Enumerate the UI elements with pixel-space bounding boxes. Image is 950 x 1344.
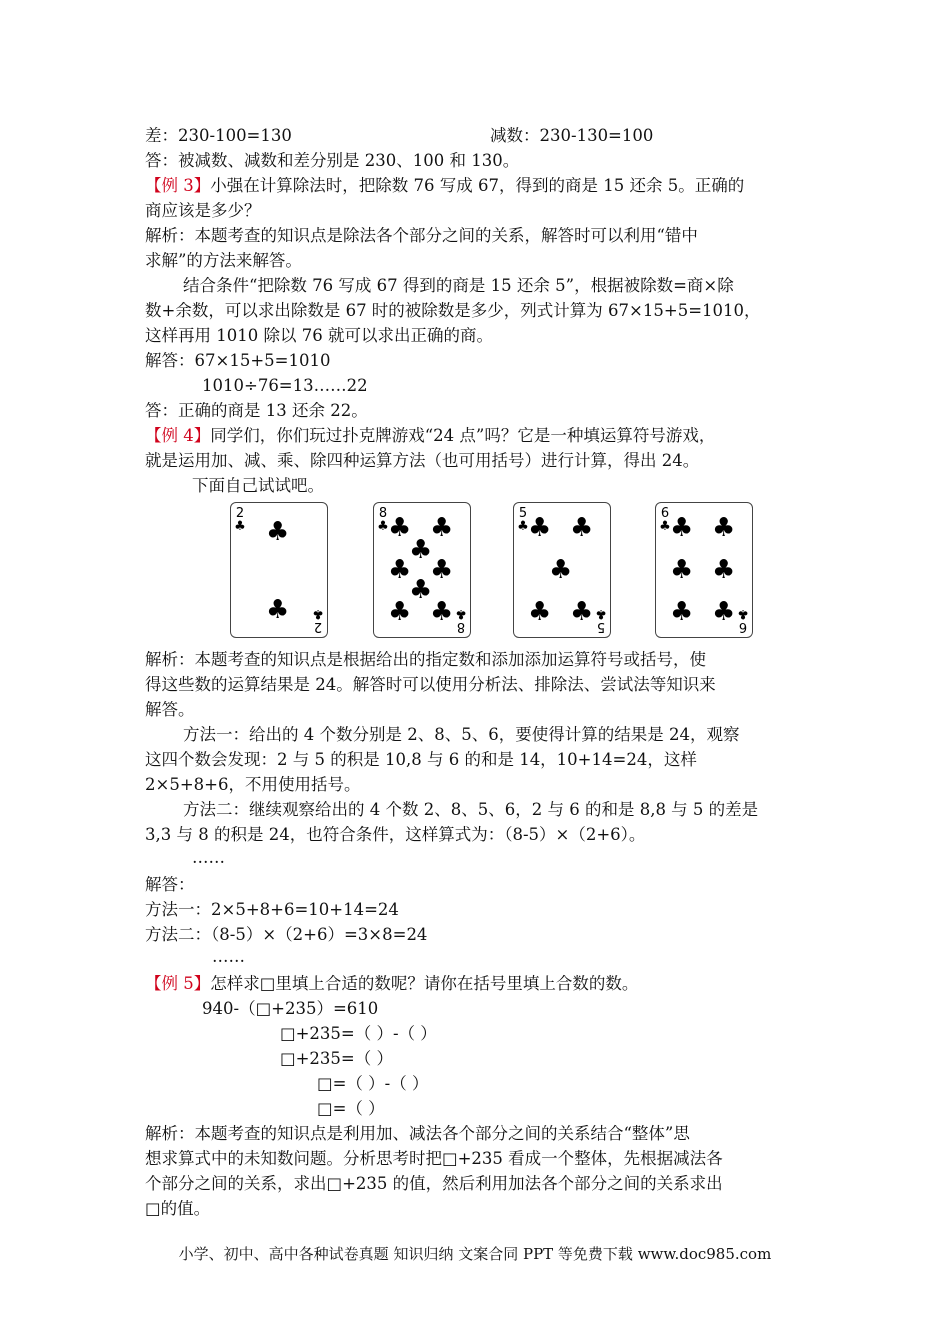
club-icon: ♣ [430, 555, 454, 585]
example3-analysis-line4: 数+余数，可以求出除数是 67 时的被除数是多少，列式计算为 67×15+5=1010， [145, 301, 761, 320]
playing-card-2 [230, 502, 328, 638]
example4-analysis-line2: 得这些数的运算结果是 24。解答时可以使用分析法、排除法、尝试法等知识来 [145, 675, 716, 694]
text-line [145, 124, 815, 148]
subtrahend-calc: 减数：230-130=100 [490, 126, 654, 145]
answer-line: 答：被减数、减数和差分别是 230、100 和 130。 [145, 151, 520, 170]
example4-solution-label: 解答： [145, 875, 195, 894]
example5-equation1: 940-（□+235）=610 [202, 999, 379, 1018]
playing-card-6 [655, 502, 753, 638]
card-corner: 8 ♣ [455, 606, 467, 634]
example5-analysis-line2: 想求算式中的未知数问题。分析思考时把□+235 看成一个整体，先根据减法各 [145, 1149, 723, 1168]
club-icon: ♣ [528, 513, 552, 543]
example4-question-line2: 就是运用加、减、乘、除四种运算方法（也可用括号）进行计算，得出 24。 [145, 451, 700, 470]
example4-method1-line3: 2×5+8+6，不用使用括号。 [145, 775, 361, 794]
example3-answer: 答：正确的商是 13 还余 22。 [145, 401, 368, 420]
example5-equation5: □=（ ） [317, 1099, 385, 1118]
club-icon: ♣ [670, 555, 694, 585]
example5-analysis-line3: 个部分之间的关系，求出□+235 的值，然后利用加法各个部分之间的关系求出 [145, 1174, 723, 1193]
club-icon: ♣ [549, 555, 573, 585]
club-icon: ♣ [388, 597, 412, 627]
card-corner: 6 ♣ [659, 506, 671, 534]
example4-question-line3: 下面自己试试吧。 [192, 476, 324, 495]
club-icon: ♣ [670, 597, 694, 627]
page-footer: 小学、初中、高中各种试卷真题 知识归纳 文案合同 PPT 等免费下载 www.doc985.com [178, 1245, 772, 1263]
club-icon: ♣ [712, 555, 736, 585]
example5-question-line [145, 972, 815, 996]
example5-analysis-line4: □的值。 [145, 1199, 211, 1218]
club-icon: ♣ [388, 513, 412, 543]
club-icon: ♣ [528, 597, 552, 627]
example3-question-text: 小强在计算除法时，把除数 76 写成 67，得到的商是 15 还余 5。正确的 [210, 176, 745, 195]
example4-solution-method1: 方法一：2×5+8+6=10+14=24 [145, 900, 399, 919]
example4-method2-line1: 方法二：继续观察给出的 4 个数 2、8、5、6，2 与 6 的和是 8,8 与 5 的差是 [183, 800, 759, 819]
club-icon: ♣ [430, 513, 454, 543]
example5-tag: 【例 5】 [145, 974, 211, 993]
card-corner: 6 ♣ [737, 606, 749, 634]
example3-tag: 【例 3】 [145, 176, 211, 195]
club-icon: ♣ [712, 597, 736, 627]
club-icon: ♣ [409, 535, 433, 565]
ellipsis: …… [212, 947, 245, 966]
example3-question-line2: 商应该是多少？ [145, 201, 261, 220]
example4-question-text: 同学们，你们玩过扑克牌游戏“24 点”吗？它是一种填运算符号游戏， [210, 426, 716, 445]
playing-cards [230, 502, 760, 642]
example4-tag: 【例 4】 [145, 426, 211, 445]
club-icon: ♣ [670, 513, 694, 543]
club-icon: ♣ [570, 513, 594, 543]
card-corner: 8 ♣ [377, 506, 389, 534]
club-icon: ♣ [570, 597, 594, 627]
club-icon: ♣ [712, 513, 736, 543]
playing-card-5 [513, 502, 611, 638]
example4-analysis-line3: 解答。 [145, 700, 195, 719]
difference-calc: 差：230-100=130 [145, 126, 292, 145]
card-corner: 2 ♣ [234, 506, 246, 534]
example4-method2-line2: 3,3 与 8 的积是 24，也符合条件，这样算式为：（8-5）×（2+6）。 [145, 825, 646, 844]
example3-solution-line1: 解答：67×15+5=1010 [145, 351, 331, 370]
example3-analysis-line3: 结合条件“把除数 76 写成 67 得到的商是 15 还余 5”，根据被除数=商×除 [183, 276, 734, 295]
example4-method1-line2: 这四个数会发现：2 与 5 的积是 10,8 与 6 的和是 14，10+14=24，这样 [145, 750, 697, 769]
example4-solution-method2: 方法二：（8-5）×（2+6）=3×8=24 [145, 925, 428, 944]
club-icon: ♣ [266, 517, 290, 547]
example4-method1-line1: 方法一：给出的 4 个数分别是 2、8、5、6，要使得计算的结果是 24，观察 [183, 725, 740, 744]
example5-equation2: □+235=（ ）-（ ） [280, 1024, 437, 1043]
example4-analysis-line1: 解析：本题考查的知识点是根据给出的指定数和添加添加运算符号或括号，使 [145, 650, 706, 669]
example5-analysis-line1: 解析：本题考查的知识点是利用加、减法各个部分之间的关系结合“整体”思 [145, 1124, 690, 1143]
club-icon: ♣ [266, 595, 290, 625]
example5-question-text: 怎样求□里填上合适的数呢？请你在括号里填上合数的数。 [210, 974, 639, 993]
example5-equation3: □+235=（ ） [280, 1049, 393, 1068]
club-icon: ♣ [388, 555, 412, 585]
card-corner: 5 ♣ [517, 506, 529, 534]
example3-analysis-line2: 求解”的方法来解答。 [145, 251, 302, 270]
playing-card-8 [373, 502, 471, 638]
example4-question-line1 [145, 424, 815, 448]
ellipsis: …… [192, 848, 225, 867]
club-icon: ♣ [430, 597, 454, 627]
example3-analysis-line5: 这样再用 1010 除以 76 就可以求出正确的商。 [145, 326, 493, 345]
club-icon: ♣ [409, 575, 433, 605]
card-corner: 2 ♣ [312, 606, 324, 634]
example3-solution-line2: 1010÷76=13……22 [202, 376, 368, 395]
example5-equation4: □=（ ）-（ ） [317, 1074, 429, 1093]
example3-analysis-line1: 解析：本题考查的知识点是除法各个部分之间的关系，解答时可以利用“错中 [145, 226, 698, 245]
card-corner: 5 ♣ [595, 606, 607, 634]
example3-question-line1 [145, 174, 815, 198]
